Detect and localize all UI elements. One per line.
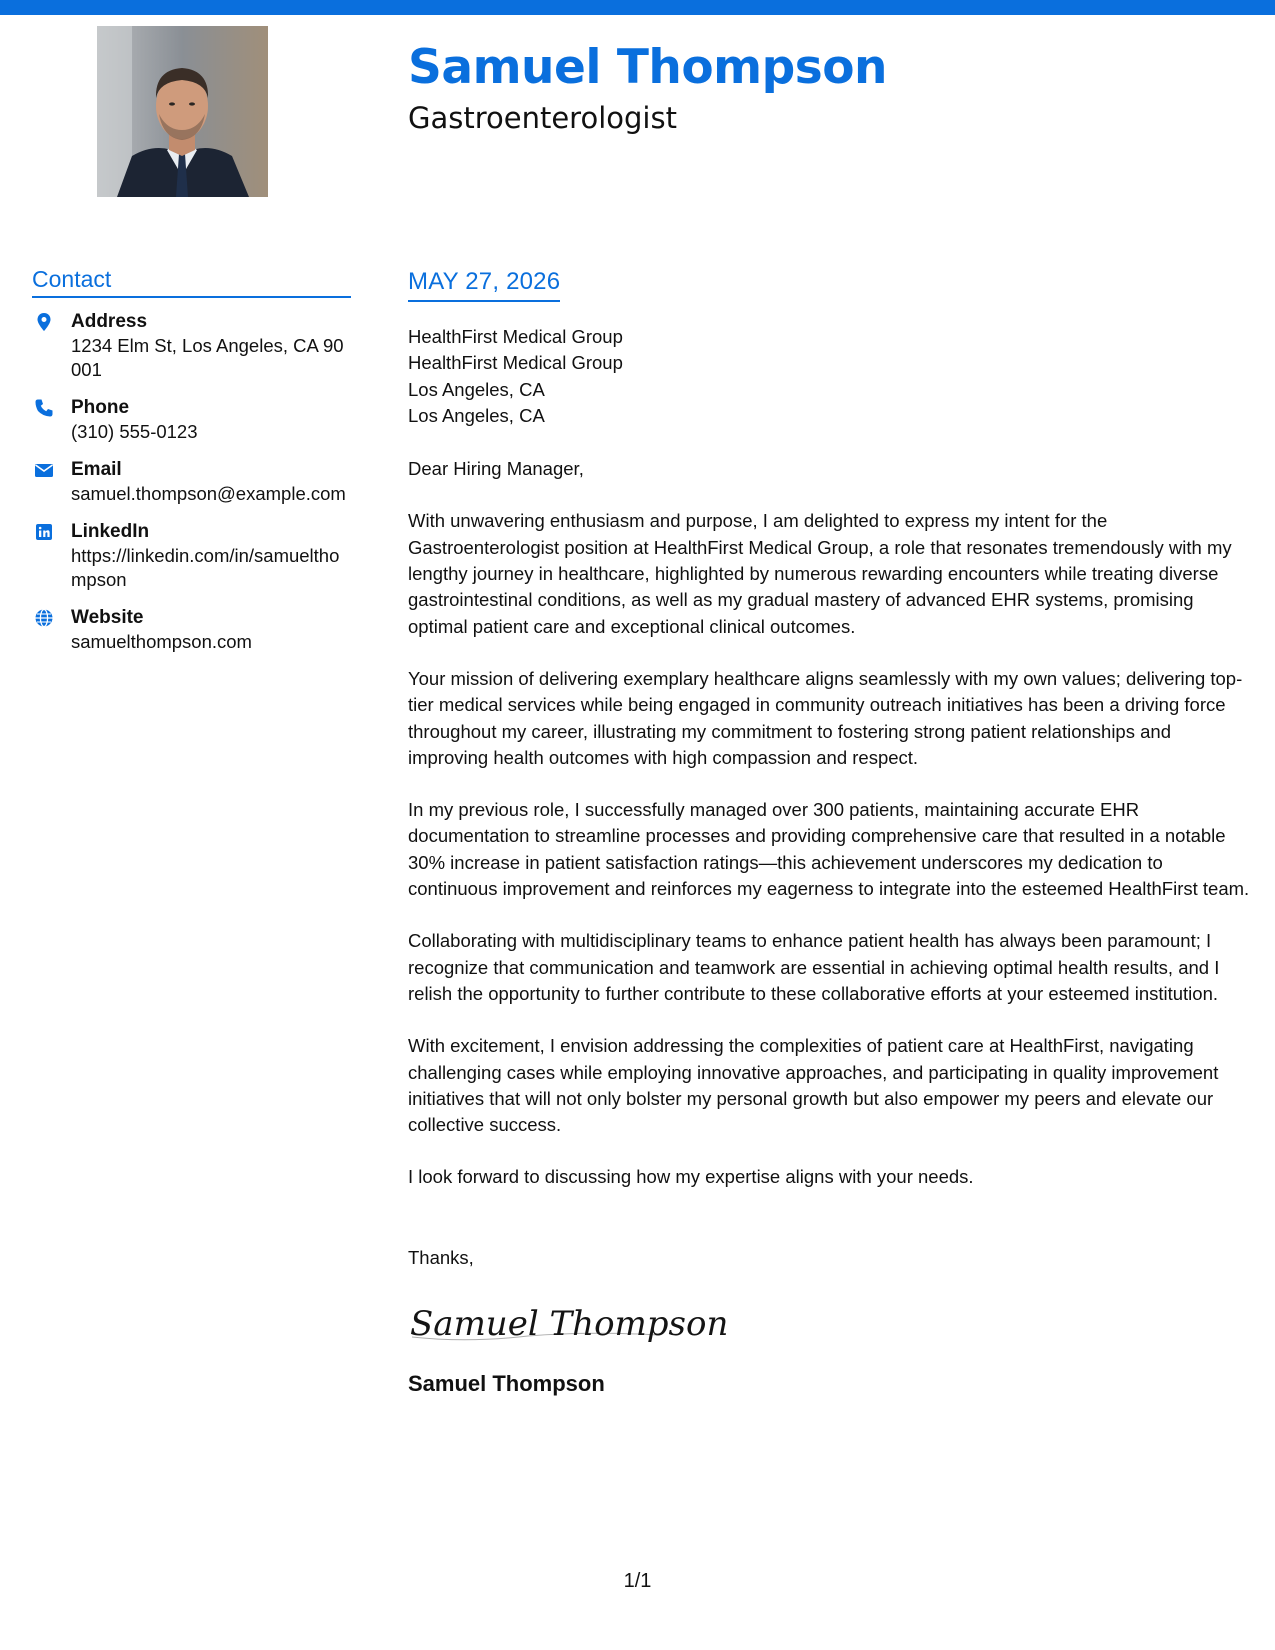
signature-script: Samuel Thompson bbox=[410, 1303, 729, 1344]
contact-label: Email bbox=[71, 459, 122, 480]
contact-value: samuel.thompson@example.com bbox=[71, 483, 346, 504]
contact-value[interactable]: https://linkedin.com/in/samuelthompson bbox=[71, 545, 340, 590]
letter-paragraph: With excitement, I envision addressing the complexities of patient care at HealthFirst, navigating challenging cases while employing innovative approaches, and participating in quality improvement initiatives that will not only bolster my personal growth but also empower my peers and elevate our collective success. bbox=[408, 1035, 1219, 1136]
letter-date: MAY 27, 2026 bbox=[408, 268, 560, 302]
email-icon bbox=[34, 460, 54, 480]
salutation: Dear Hiring Manager, bbox=[408, 458, 584, 480]
location-pin-icon bbox=[34, 312, 54, 332]
contact-phone bbox=[32, 396, 351, 444]
letter-paragraph: Collaborating with multidisciplinary teams to enhance patient health has always been paramount; I recognize that communication and teamwork are essential in achieving optimal health results, and I relish the opportunity to further contribute to these collaborative efforts at your esteemed institution. bbox=[408, 930, 1220, 1004]
letter-paragraph: In my previous role, I successfully managed over 300 patients, maintaining accurate EHR documentation to streamline processes and providing comprehensive care that resulted in a notable 30% increase in patient satisfaction ratings—this achievement underscores my dedication to continuous improvement and reinforces my eagerness to integrate into the esteemed HealthFirst team. bbox=[408, 799, 1250, 900]
contact-value: 1234 Elm St, Los Angeles, CA 90001 bbox=[71, 335, 344, 380]
contact-label: Address bbox=[71, 311, 148, 332]
handwritten-signature bbox=[408, 1291, 1253, 1351]
recipient-block bbox=[408, 324, 1253, 429]
phone-icon bbox=[34, 398, 54, 418]
contact-sidebar bbox=[32, 266, 351, 668]
top-accent-bar bbox=[0, 0, 1275, 15]
applicant-name: Samuel Thompson bbox=[408, 40, 888, 95]
signed-name: Samuel Thompson bbox=[408, 1370, 605, 1396]
letter-paragraph: Your mission of delivering exemplary healthcare aligns seamlessly with my own values; delivering top-tier medical services while being engaged in community outreach initiatives has been a driving force throughout my career, illustrating my commitment to fostering strong patient relationships and improving health outcomes with high compassion and respect. bbox=[408, 667, 1243, 768]
closing: Thanks, bbox=[408, 1246, 474, 1268]
contact-website bbox=[32, 606, 351, 654]
contact-label: LinkedIn bbox=[71, 521, 150, 542]
globe-icon bbox=[34, 608, 54, 628]
contact-value: (310) 555-0123 bbox=[71, 421, 198, 442]
contact-value[interactable]: samuelthompson.com bbox=[71, 631, 252, 652]
letter-body bbox=[408, 268, 1253, 1397]
contact-email bbox=[32, 458, 351, 506]
recipient-line: Los Angeles, CA bbox=[408, 378, 545, 400]
letter-paragraph: With unwavering enthusiasm and purpose, I am delighted to express my intent for the Gastroenterologist position at HealthFirst Medical Group, a role that resonates tremendously with my lengthy journey in healthcare, highlighted by numerous rewarding encounters while treating diverse gastrointestinal conditions, as well as my gradual mastery of advanced EHR systems, promising optimal patient care and exceptional clinical outcomes. bbox=[408, 510, 1232, 637]
applicant-title: Gastroenterologist bbox=[408, 101, 677, 135]
page-number: 1/1 bbox=[623, 1570, 652, 1592]
contact-address bbox=[32, 310, 351, 382]
letter-paragraph: I look forward to discussing how my expertise aligns with your needs. bbox=[408, 1166, 974, 1188]
contact-label: Phone bbox=[71, 397, 130, 418]
recipient-line: Los Angeles, CA bbox=[408, 404, 545, 426]
linkedin-icon bbox=[34, 522, 54, 542]
recipient-line: HealthFirst Medical Group bbox=[408, 352, 623, 374]
contact-heading: Contact bbox=[32, 266, 351, 298]
recipient-line: HealthFirst Medical Group bbox=[408, 326, 623, 347]
contact-linkedin bbox=[32, 520, 351, 592]
avatar bbox=[97, 26, 268, 197]
contact-label: Website bbox=[71, 607, 144, 628]
